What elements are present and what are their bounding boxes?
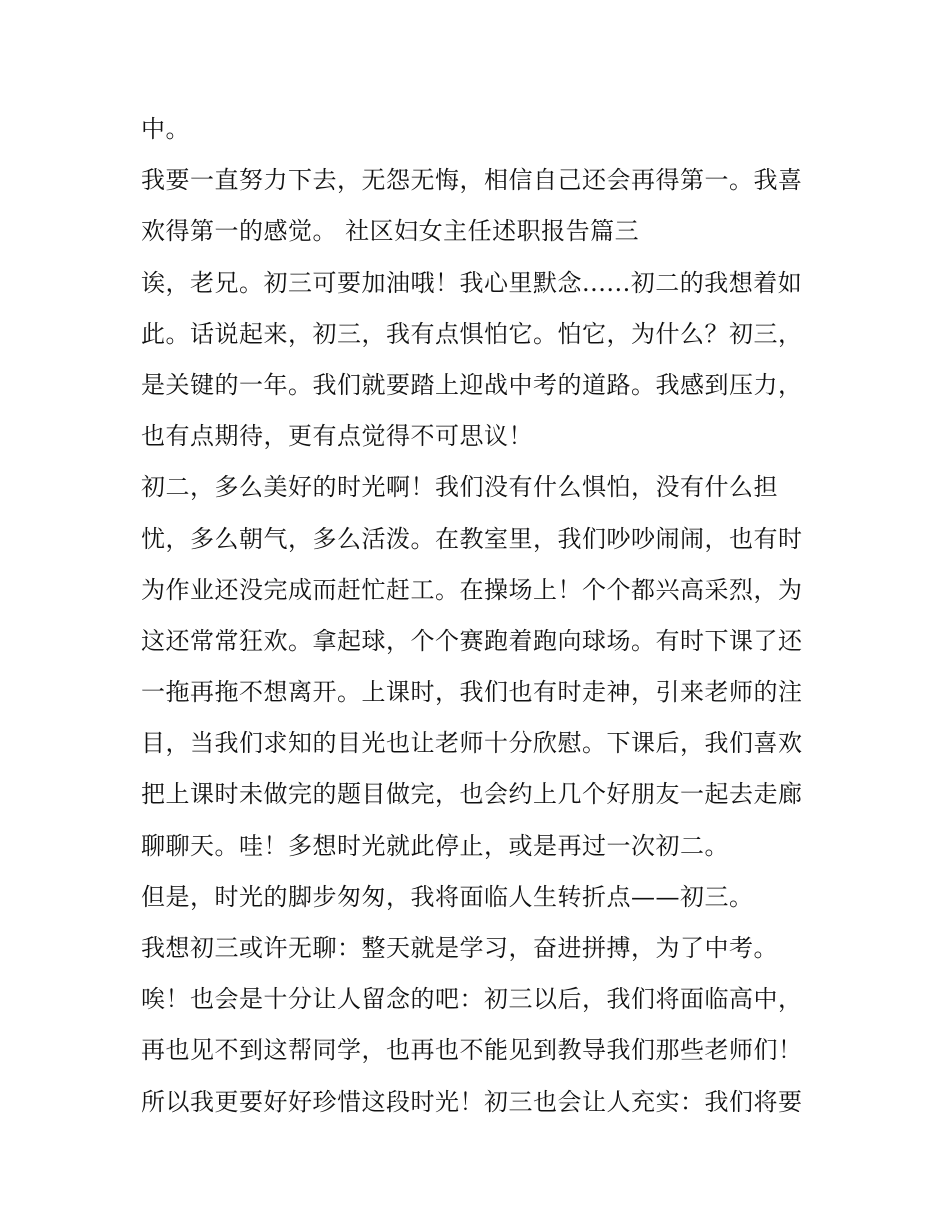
text-line: 初二，多么美好的时光啊！我们没有什么惧怕，没有什么担 [141,473,778,502]
text-line: 中。 [141,115,190,143]
text-line: 我想初三或许无聊：整天就是学习，奋进拼搏，为了中考。 [141,934,778,962]
text-line: 聊聊天。哇！多想时光就此停止，或是再过一次初二。 [141,831,729,860]
text-line: 也有点期待，更有点觉得不可思议！ [141,422,533,451]
text-line: 此。话说起来，初三，我有点惧怕它。怕它，为什么？初三， [141,319,803,348]
text-line: 唉！也会是十分让人留念的吧：初三以后，我们将面临高中， [141,985,803,1014]
text-line: 一拖再拖不想离开。上课时，我们也有时走神，引来老师的注 [141,678,803,707]
text-line: 但是，时光的脚步匆匆，我将面临人生转折点——初三。 [141,882,754,911]
text-line: 欢得第一的感觉。 社区妇女主任述职报告篇三 [141,217,640,246]
text-line: 这还常常狂欢。拿起球，个个赛跑着跑向球场。有时下课了还 [141,626,803,655]
text-line: 再也见不到这帮同学，也再也不能见到教导我们那些老师们！ [141,1036,803,1065]
text-line: 所以我更要好好珍惜这段时光！初三也会让人充实：我们将要 [141,1087,803,1116]
text-line: 是关键的一年。我们就要踏上迎战中考的道路。我感到压力， [141,370,803,399]
text-line: 我要一直努力下去，无怨无悔，相信自己还会再得第一。我喜 [141,166,803,195]
text-line: 诶，老兄。初三可要加油哦！我心里默念......初二的我想着如 [141,268,803,297]
text-line: 忧，多么朝气，多么活泼。在教室里，我们吵吵闹闹，也有时 [141,524,803,553]
text-line: 把上课时未做完的题目做完，也会约上几个好朋友一起去走廊 [141,780,803,809]
body-text [141,104,821,1128]
text-line: 为作业还没完成而赶忙赶工。在操场上！个个都兴高采烈，为 [141,575,803,604]
text-line: 目，当我们求知的目光也让老师十分欣慰。下课后，我们喜欢 [141,729,803,758]
